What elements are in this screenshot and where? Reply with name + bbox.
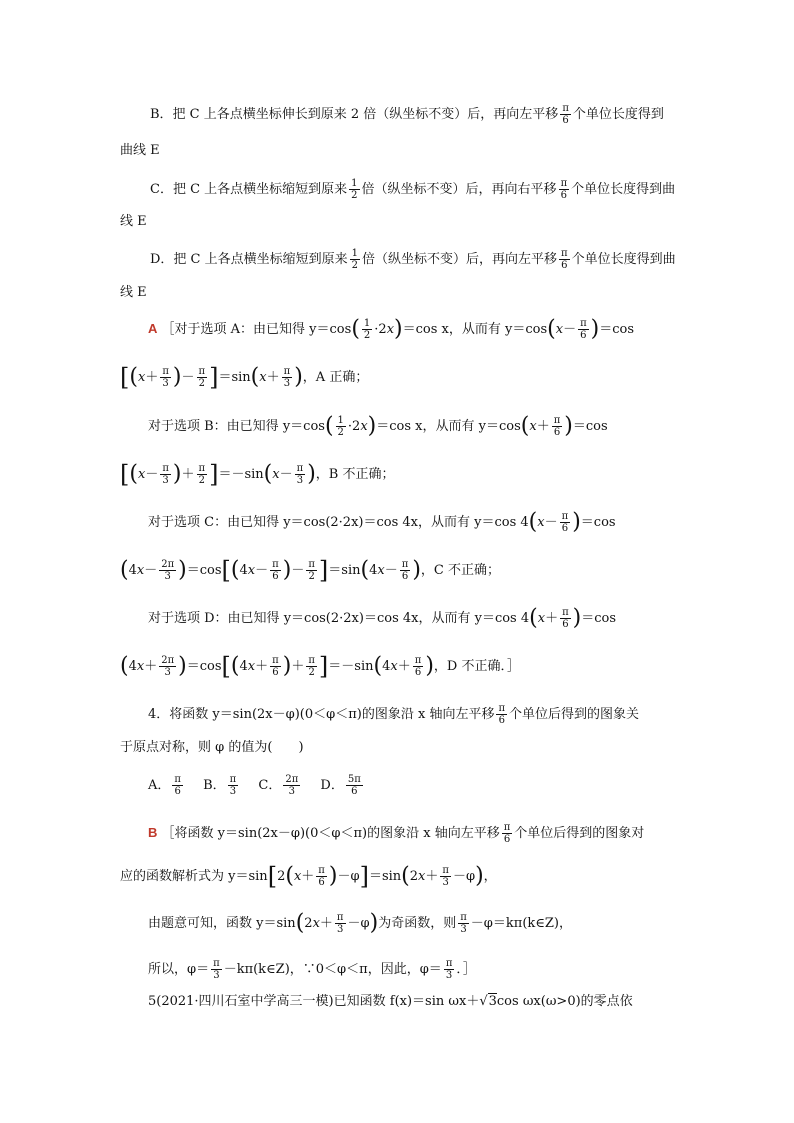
fraction: $\frac{2\pi}{3}$ xyxy=(285,774,299,797)
solution-text: ，C 不正确； xyxy=(420,563,500,578)
option-c-text-mid: 倍（纵坐标不变）后，再向右平移 xyxy=(361,182,557,197)
solution-c-line1: 对于选项 C：由已知得 y＝cos(2·2x)＝cos 4x，从而有 y＝cos 4(x－ $\frac{\pi}{6}$ )＝cos xyxy=(148,509,616,535)
fraction: $\frac{\pi}{6}$ xyxy=(561,248,568,271)
fraction: $\frac{\pi}{6}$ xyxy=(560,178,568,201)
question-text: 4．将函数 y＝sin(2x－φ)(0＜φ＜π)的图象沿 x 轴向左平移 xyxy=(148,707,495,722)
fraction: $\frac{\pi}{3}$ xyxy=(442,865,449,888)
fraction: $\frac{\pi}{3}$ xyxy=(162,463,169,486)
solution-text: ＝sin xyxy=(328,563,361,578)
fraction: $\frac{\pi}{6}$ xyxy=(562,607,569,630)
fraction: $\frac{\pi}{3}$ xyxy=(283,366,291,389)
solution-text: ，D 不正确．］ xyxy=(433,659,520,674)
question-text: 5(2021·四川石室中学高三一模)已知函数 f(x)＝sin ωx＋ xyxy=(148,994,480,1009)
fraction: $\frac{\pi}{2}$ xyxy=(198,366,206,389)
solution-text: ，B 不正确； xyxy=(315,467,395,482)
fraction: $\frac{\pi}{6}$ xyxy=(498,703,506,726)
fraction: $\frac{\pi}{6}$ xyxy=(561,511,569,534)
question-5-line1 xyxy=(148,992,633,1012)
solution-text: 对于选项 B：由已知得 y＝cos xyxy=(148,419,325,434)
solution-text: 所以，φ＝ xyxy=(148,962,210,977)
option-c-line2 xyxy=(120,212,147,232)
question-4-line1 xyxy=(148,703,639,726)
solution-text: ［对于选项 A：由已知得 y＝cos xyxy=(161,322,352,337)
question-4-line2 xyxy=(120,738,304,758)
fraction: $\frac{\pi}{3}$ xyxy=(213,958,220,981)
fraction: $\frac{1}{2}$ xyxy=(337,415,344,438)
solution-text: ＝cos xyxy=(186,563,222,578)
solution-text: ＝sin xyxy=(218,370,251,385)
solution-text: ＝cos x，从而有 y＝cos xyxy=(402,322,548,337)
fraction: $\frac{\pi}{2}$ xyxy=(198,463,206,486)
fraction: $\frac{\pi}{3}$ xyxy=(336,912,344,935)
solution-text: ＝cos x，从而有 y＝cos xyxy=(376,419,521,434)
option-c-text-tail: 个单位长度得到曲 xyxy=(571,182,676,197)
solution-text: 为奇函数，则 xyxy=(378,916,457,931)
solution-4-line2: 应的函数解析式为 y＝sin[2(x＋ $\frac{\pi}{6}$ )－φ]＝sin(2x＋ $\frac{\pi}{3}$ －φ)， xyxy=(120,862,497,891)
solution-c-line2: (4x－ $\frac{2\pi}{3}$ )＝cos[(4x－ $\frac{\pi}{6}$ )－ $\frac{\pi}{2}$ ]＝sin(4x－ $\frac{\pi}{6}$ )，C 不正确； xyxy=(120,556,500,585)
answer-letter: A xyxy=(148,321,158,336)
fraction: $\frac{\pi}{2}$ xyxy=(308,559,315,582)
question-4-options xyxy=(148,774,365,797)
fraction: $\frac{\pi}{6}$ xyxy=(553,415,561,438)
solution-text: 对于选项 C：由已知得 y＝cos(2·2x)＝cos 4x，从而有 y＝cos 4 xyxy=(148,515,529,530)
option-d-text-wrap: 线 E xyxy=(120,285,147,300)
fraction: $\frac{\pi}{2}$ xyxy=(308,655,315,678)
solution-text: ， xyxy=(483,869,497,884)
solution-d-line2: (4x＋ $\frac{2\pi}{3}$ )＝cos[(4x＋ $\frac{\pi}{6}$ )＋ $\frac{\pi}{2}$ ]＝－sin(4x＋ $\frac{\pi}{6}$ )，D 不正确．］ xyxy=(120,652,520,681)
solution-text: 由题意可知，函数 y＝sin xyxy=(148,916,296,931)
solution-a-line2: [(x＋ $\frac{\pi}{3}$ )－ $\frac{\pi}{2}$ ]＝sin(x＋ $\frac{\pi}{3}$ )，A 正确； xyxy=(120,363,369,392)
fraction: $\frac{2\pi}{3}$ xyxy=(161,655,175,678)
solution-text: ＝cos xyxy=(581,611,617,626)
option-d-text: D．把 C 上各点横坐标缩短到原来 xyxy=(150,252,348,267)
fraction: $\frac{\pi}{3}$ xyxy=(296,463,304,486)
fraction: $\frac{1}{2}$ xyxy=(363,318,371,341)
solution-4-line4 xyxy=(148,958,476,981)
solution-b-line1: 对于选项 B：由已知得 y＝cos( $\frac{1}{2}$ ·2x)＝cos x，从而有 y＝cos(x＋ $\frac{\pi}{6}$ )＝cos xyxy=(148,413,608,439)
solution-text: ＝sin xyxy=(368,869,402,884)
solution-a-line1: A ［对于选项 A：由已知得 y＝cos( $\frac{1}{2}$ ·2x)＝cos x，从而有 y＝cos(x－ $\frac{\pi}{6}$ )＝cos xyxy=(148,316,635,342)
option-c-line1 xyxy=(150,178,675,201)
option-b-line1 xyxy=(150,103,664,126)
option-b-text: B．把 C 上各点横坐标伸长到原来 2 倍（纵坐标不变）后，再向左平移 xyxy=(150,107,559,122)
solution-b-line2: [(x－ $\frac{\pi}{3}$ )＋ $\frac{\pi}{2}$ ]＝－sin(x－ $\frac{\pi}{3}$ )，B 不正确； xyxy=(120,460,395,489)
option-d-line1 xyxy=(150,248,676,271)
fraction: $\frac{\pi}{6}$ xyxy=(503,822,511,845)
solution-text: －φ＝kπ(k∈Z)， xyxy=(470,916,572,931)
option-b-text-tail: 个单位长度得到 xyxy=(572,107,664,122)
solution-4-line3: 由题意可知，函数 y＝sin(2x＋ $\frac{\pi}{3}$ －φ)为奇函数，则 $\frac{\pi}{3}$ －φ＝kπ(k∈Z)， xyxy=(148,910,572,936)
solution-text: ，A 正确； xyxy=(302,370,369,385)
solution-text: －kπ(k∈Z)，∵0＜φ＜π，因此，φ＝ xyxy=(223,962,442,977)
option-c-label: C． xyxy=(258,778,282,793)
fraction: $\frac{\pi}{6}$ xyxy=(272,655,279,678)
option-b-label: B． xyxy=(203,778,226,793)
solution-4-line1 xyxy=(148,822,644,845)
solution-text: 对于选项 D：由已知得 y＝cos(2·2x)＝cos 4x，从而有 y＝cos 4 xyxy=(148,611,530,626)
sqrt-symbol: √3 xyxy=(479,994,497,1009)
question-text: cos ωx(ω>0)的零点依 xyxy=(496,994,633,1009)
solution-text: ＝cos xyxy=(572,419,608,434)
fraction: $\frac{2\pi}{3}$ xyxy=(161,559,175,582)
fraction: $\frac{5\pi}{6}$ xyxy=(347,774,361,797)
option-c-text: C．把 C 上各点横坐标缩短到原来 xyxy=(150,182,348,197)
solution-text: ＝cos xyxy=(599,322,635,337)
fraction: $\frac{\pi}{3}$ xyxy=(445,958,453,981)
solution-text: ＝cos xyxy=(186,659,222,674)
solution-text: 个单位后得到的图象对 xyxy=(514,826,645,841)
option-c-text-wrap: 线 E xyxy=(120,214,147,229)
fraction: $\frac{1}{2}$ xyxy=(351,178,358,201)
fraction: $\frac{\pi}{6}$ xyxy=(272,559,279,582)
fraction: $\frac{\pi}{6}$ xyxy=(174,774,181,797)
answer-letter: B xyxy=(148,825,158,840)
fraction: $\frac{\pi}{6}$ xyxy=(401,559,409,582)
solution-text: 应的函数解析式为 y＝sin xyxy=(120,869,268,884)
fraction: $\frac{\pi}{3}$ xyxy=(162,366,169,389)
fraction: $\frac{\pi}{6}$ xyxy=(414,655,422,678)
solution-text: ．］ xyxy=(456,962,476,977)
fraction: $\frac{\pi}{6}$ xyxy=(318,865,325,888)
option-d-line2 xyxy=(120,283,147,303)
question-text: 于原点对称，则 φ 的值为( ) xyxy=(120,740,304,755)
fraction: $\frac{\pi}{6}$ xyxy=(562,103,569,126)
option-d-text-mid: 倍（纵坐标不变）后，再向左平移 xyxy=(362,252,558,267)
fraction: $\frac{\pi}{3}$ xyxy=(229,774,237,797)
solution-text: ＝－sin xyxy=(328,659,374,674)
fraction: $\frac{\pi}{6}$ xyxy=(580,318,587,341)
solution-d-line1: 对于选项 D：由已知得 y＝cos(2·2x)＝cos 4x，从而有 y＝cos 4(x＋ $\frac{\pi}{6}$ )＝cos xyxy=(148,605,617,631)
option-b-text-wrap: 曲线 E xyxy=(120,143,160,158)
fraction: $\frac{\pi}{3}$ xyxy=(460,912,467,935)
solution-text: ＝－sin xyxy=(218,467,264,482)
solution-text: ［将函数 y＝sin(2x－φ)(0＜φ＜π)的图象沿 x 轴向左平移 xyxy=(161,826,500,841)
option-b-line2 xyxy=(120,141,160,161)
fraction: $\frac{1}{2}$ xyxy=(351,248,359,271)
option-d-text-tail: 个单位长度得到曲 xyxy=(571,252,676,267)
solution-text: ＝cos xyxy=(580,515,616,530)
option-d-label: D． xyxy=(320,778,344,793)
option-a-label: A． xyxy=(148,778,171,793)
question-text: 个单位后得到的图象关 xyxy=(509,707,640,722)
